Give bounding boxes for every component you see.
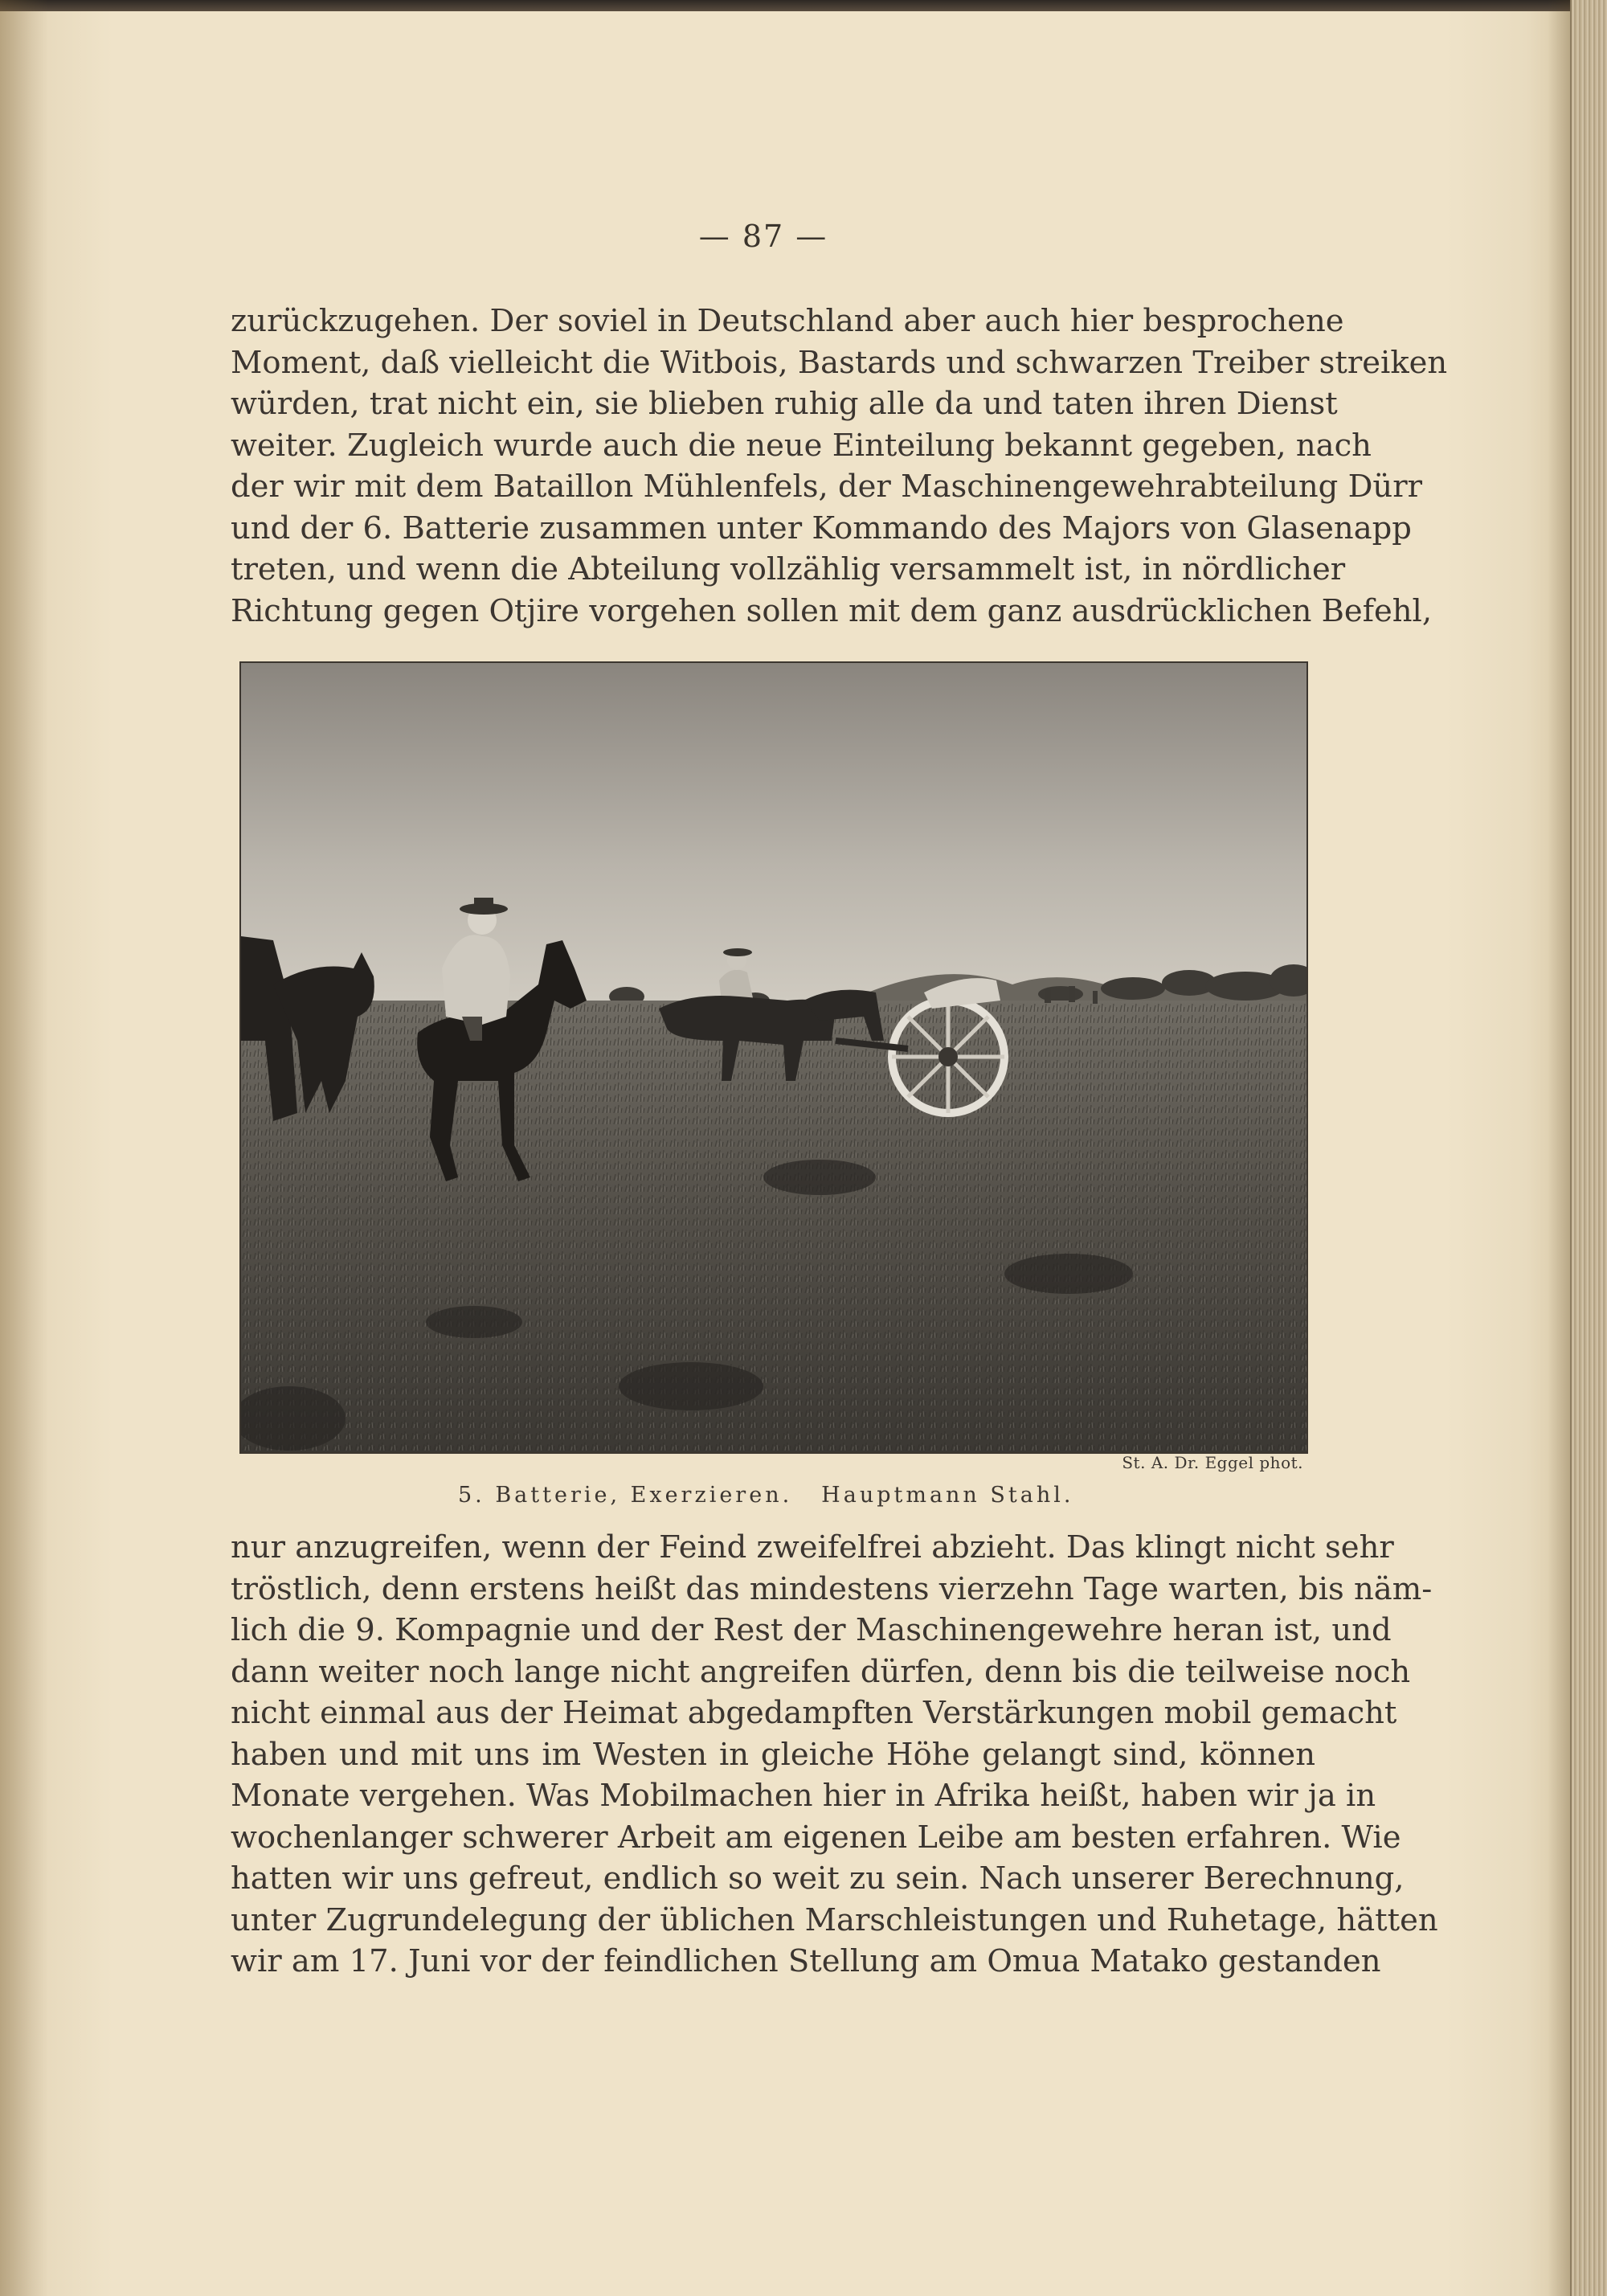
caption-person: Hauptmann Stahl. [821, 1483, 1074, 1508]
text-line: lich die 9. Kompagnie und der Rest der Maschinengewehre heran ist, und [231, 1612, 1392, 1648]
book-top-edge [0, 0, 1607, 11]
text-line: wochenlanger schwerer Arbeit am eigenen Leibe am besten erfahren. Wie [231, 1819, 1401, 1856]
text-line: der wir mit dem Bataillon Mühlenfels, der Maschinengewehrabteilung Dürr [231, 469, 1423, 505]
gutter-shadow [0, 0, 48, 2296]
text-line: würden, trat nicht ein, sie blieben ruhig alle da und taten ihren Dienst [231, 386, 1338, 422]
paragraph-before-figure [231, 301, 1448, 632]
figure-photograph [239, 661, 1308, 1454]
text-line: Richtung gegen Otjire vorgehen sollen mit dem ganz ausdrücklichen Befehl, [231, 592, 1433, 629]
page-edge-shadow [1548, 0, 1572, 2296]
text-line: tröstlich, denn erstens heißt das mindestens vierzehn Tage warten, bis näm- [231, 1570, 1433, 1607]
text-line: treten, und wenn die Abteilung vollzählig versammelt ist, in nördlicher [231, 551, 1346, 587]
text-line: dann weiter noch lange nicht angreifen dürfen, denn bis die teilweise noch [231, 1653, 1411, 1690]
caption-title: 5. Batterie, Exerzieren. [458, 1483, 793, 1508]
paragraph-after-figure [231, 1527, 1438, 1983]
text-line: haben und mit uns im Westen in gleiche Höhe gelangt sind, können [231, 1736, 1315, 1773]
photograph-illustration [241, 663, 1306, 1452]
text-line: Moment, daß vielleicht die Witbois, Bastards und schwarzen Treiber streiken [231, 344, 1448, 381]
text-line: wir am 17. Juni vor der feindlichen Stellung am Omua Matako gestanden [231, 1943, 1381, 1979]
photo-credit: St. A. Dr. Eggel phot. [1122, 1453, 1303, 1472]
text-line: weiter. Zugleich wurde auch die neue Einteilung bekannt gegeben, nach [231, 427, 1372, 464]
figure-caption [458, 1483, 1073, 1508]
text-line: nicht einmal aus der Heimat abgedampften Verstärkungen mobil gemacht [231, 1695, 1397, 1731]
page-number: — 87 — [698, 219, 828, 254]
text-line: unter Zugrundelegung der üblichen Marschleistungen und Ruhetage, hätten [231, 1901, 1438, 1938]
text-line: nur anzugreifen, wenn der Feind zweifelfrei abzieht. Das klingt nicht sehr [231, 1529, 1394, 1565]
text-line: Monate vergehen. Was Mobilmachen hier in Afrika heißt, haben wir ja in [231, 1778, 1376, 1814]
text-line: zurückzugehen. Der soviel in Deutschland aber auch hier besprochene [231, 303, 1344, 339]
text-line: und der 6. Batterie zusammen unter Kommando des Majors von Glasenapp [231, 510, 1412, 546]
text-line: hatten wir uns gefreut, endlich so weit zu sein. Nach unserer Berechnung, [231, 1860, 1405, 1897]
page-stack-edge [1570, 0, 1607, 2296]
